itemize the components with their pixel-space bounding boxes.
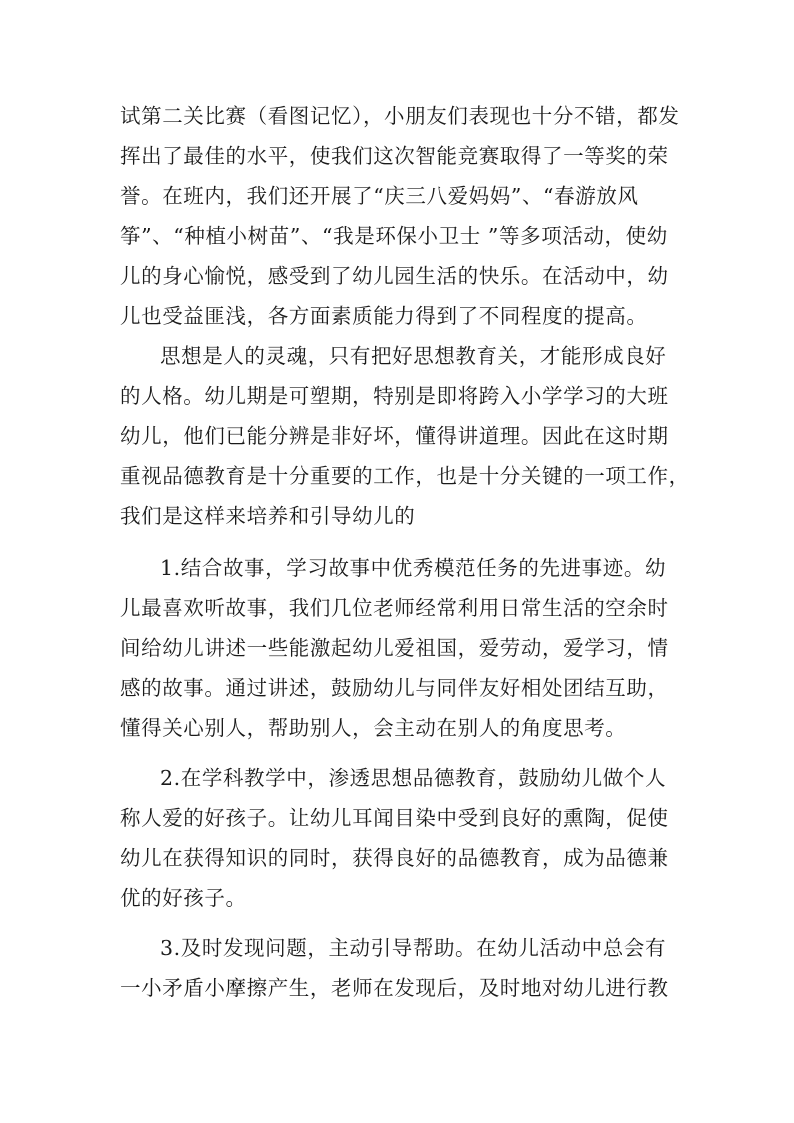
paragraph-1-line-4: 筝”、“种植小树苗”、“我是环保小卫士 ”等多项活动，使幼 <box>120 224 668 248</box>
paragraph-2-line-2: 的人格。幼儿期是可塑期，特别是即将跨入小学学习的大班 <box>120 384 669 408</box>
paragraph-2-line-3: 幼儿，他们已能分辨是非好坏，懂得讲道理。因此在这时期 <box>120 424 669 448</box>
paragraph-4-line-4: 优的好孩子。 <box>120 886 247 910</box>
paragraph-4-line-2: 称人爱的好孩子。让幼儿耳闻目染中受到良好的熏陶，促使 <box>120 806 669 830</box>
paragraph-2-line-1: 思想是人的灵魂，只有把好思想教育关，才能形成良好 <box>160 344 667 368</box>
paragraph-2-line-4: 重视品德教育是十分重要的工作，也是十分关键的一项工作， <box>120 464 690 488</box>
paragraph-1-line-2: 挥出了最佳的水平，使我们这次智能竞赛取得了一等奖的荣 <box>120 144 669 168</box>
paragraph-3-line-2: 儿最喜欢听故事，我们几位老师经常利用日常生活的空余时 <box>120 596 669 620</box>
paragraph-3-line-4: 感的故事。通过讲述，鼓励幼儿与同伴友好相处团结互助， <box>120 676 669 700</box>
paragraph-1-line-1: 试第二关比赛（看图记忆），小朋友们表现也十分不错，都发 <box>120 104 680 128</box>
paragraph-5-line-1: 3.及时发现问题，主动引导帮助。在幼儿活动中总会有 <box>160 936 667 960</box>
paragraph-5-line-2: 一小矛盾小摩擦产生，老师在发现后，及时地对幼儿进行教 <box>120 976 669 1000</box>
paragraph-1-line-3: 誉。在班内，我们还开展了“庆三八爱妈妈”、“春游放风 <box>120 184 639 208</box>
paragraph-3-line-1: 1.结合故事，学习故事中优秀模范任务的先进事迹。幼 <box>160 556 667 580</box>
paragraph-2-line-5: 我们是这样来培养和引导幼儿的 <box>120 504 416 528</box>
paragraph-3-line-5: 懂得关心别人，帮助别人，会主动在别人的角度思考。 <box>120 716 627 740</box>
paragraph-1-line-6: 儿也受益匪浅，各方面素质能力得到了不同程度的提高。 <box>120 304 648 328</box>
paragraph-3-line-3: 间给幼儿讲述一些能激起幼儿爱祖国，爱劳动，爱学习，情 <box>120 636 669 660</box>
paragraph-1-line-5: 儿的身心愉悦，感受到了幼儿园生活的快乐。在活动中，幼 <box>120 264 669 288</box>
paragraph-4-line-3: 幼儿在获得知识的同时，获得良好的品德教育，成为品德兼 <box>120 846 669 870</box>
paragraph-4-line-1: 2.在学科教学中，渗透思想品德教育，鼓励幼儿做个人 <box>160 766 667 790</box>
